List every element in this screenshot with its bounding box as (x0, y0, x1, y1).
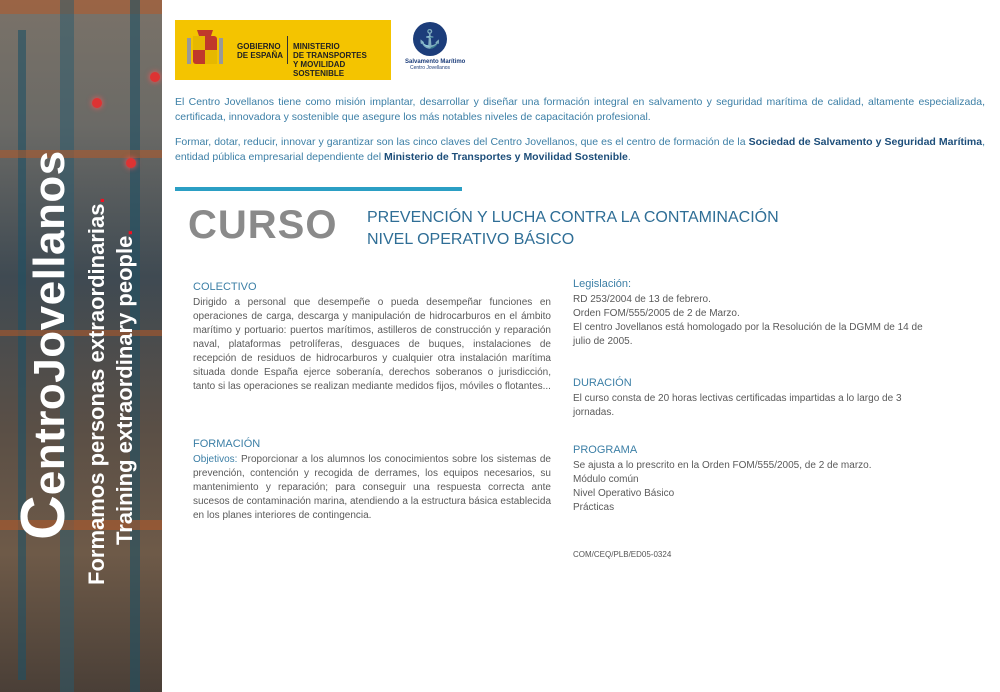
intro-mission: El Centro Jovellanos tiene como misión implantar, desarrollar y diseñar una formación integral en salvamento y seguridad marítima de calidad, altamente especializada, certificada, innovadora y sostenible que asegure los más notables niveles de capacitación profesional. (175, 96, 985, 123)
document-code: COM/CEQ/PLB/ED05-0324 (573, 550, 672, 559)
gov-text: GOBIERNO DE ESPAÑA (237, 42, 284, 60)
legislacion-section: Legislación: RD 253/2004 de 13 de febrero. Orden FOM/555/2005 de 2 de Marzo. El centro Jovellanos está homologado por la Resolución de la DGMM de 14 de julio de 2005. (573, 278, 923, 347)
government-logo (175, 20, 391, 80)
side-branding (0, 0, 162, 692)
coat-of-arms-icon (185, 28, 225, 72)
formacion-section: FORMACIÓN Objetivos: Proporcionar a los alumnos los conocimientos sobre los sistemas de prevención, contención y recogida de derrames, los equipos necesarios, su mantenimiento y reparación; para conseguir una respuesta correcta ante sucesos de contaminación marina, atendiendo a la estructura básica establecida en los planes interiores de contingencia. (193, 438, 551, 521)
tagline-spanish: Formamos personas extraordinarias. (84, 197, 109, 585)
intro-keys: Formar, dotar, reducir, innovar y garantizar son las cinco claves del Centro Jovellanos, que es el centro de formación de la Sociedad de Salvamento y Seguridad Marítima, entidad pública empresarial dependiente del Ministerio de Transportes y Movilidad Sostenible. (175, 136, 985, 163)
ministry-text: MINISTERIO DE TRANSPORTES Y MOVILIDAD SOSTENIBLE (293, 42, 367, 78)
duracion-section: DURACIÓN El curso consta de 20 horas lectivas certificadas impartidas a lo largo de 3 jornadas. (573, 377, 902, 418)
brand-logotype: CentroJovellanos (9, 150, 78, 540)
course-label: CURSO (188, 203, 338, 247)
section-divider (175, 187, 462, 191)
tagline-english: Training extraordinary people. (112, 229, 137, 545)
anchor-emblem-icon: ⚓ (413, 22, 447, 56)
colectivo-section: COLECTIVO Dirigido a personal que desempeñe o pueda desempeñar funciones en operaciones de carga, descarga y manipulación de hidrocarburos en el ámbito marítimo y portuario: puertos marítimos, astilleros de construcción y reparación naval, plataformas petrolíferas, desguaces de buques, instalaciones de recepción de residuos de hidrocarburos y cualquier otra instalación marítima situada donde España ejerce soberanía, derechos soberanos o jurisdicción, tanto si las operaciones se realizan mediante medidos fijos, móviles o flotantes... (193, 281, 551, 392)
salvamento-maritimo-logo: ⚓ Salvamento Marítimo Centro Jovellanos (405, 22, 455, 82)
course-title: PREVENCIÓN Y LUCHA CONTRA LA CONTAMINACIÓN NIVEL OPERATIVO BÁSICO (367, 209, 779, 248)
programa-section: PROGRAMA Se ajusta a lo prescrito en la Orden FOM/555/2005, de 2 de marzo. Módulo común Nivel Operativo Básico Prácticas (573, 444, 872, 513)
logo-divider (287, 36, 288, 64)
